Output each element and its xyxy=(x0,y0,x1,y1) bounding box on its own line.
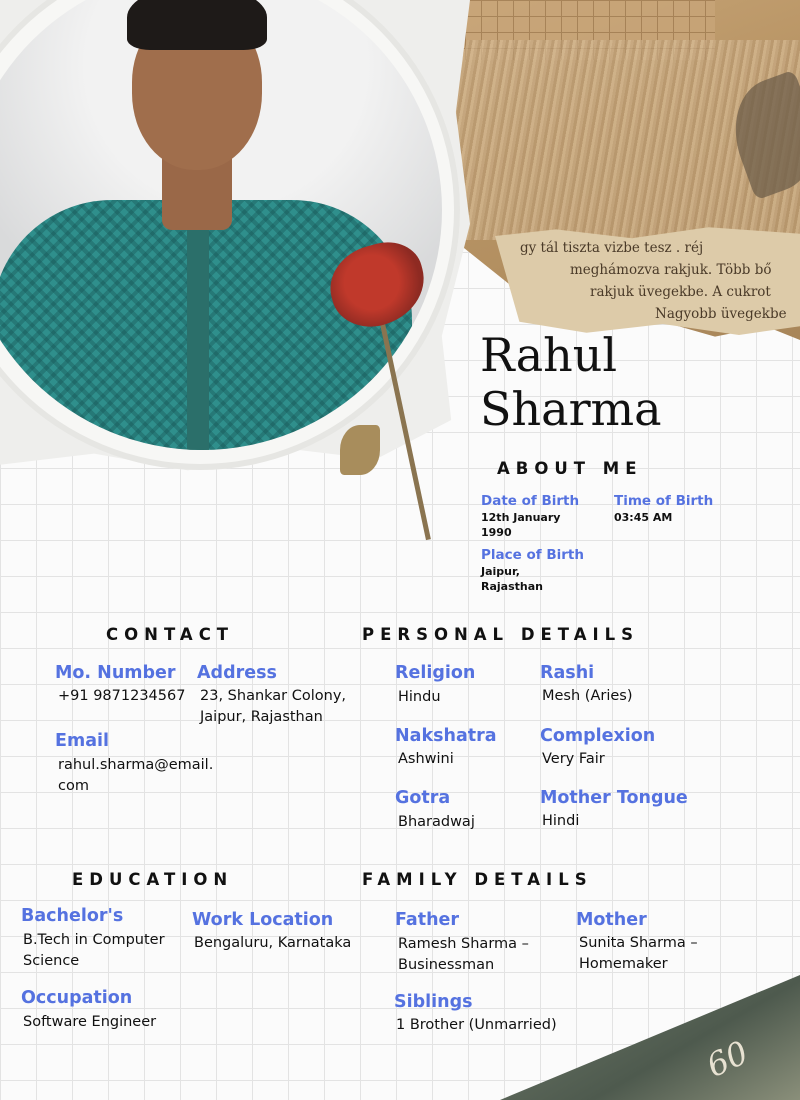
nakshatra-value: Ashwini xyxy=(398,751,454,767)
newsprint-line: meghámozva rakjuk. Több bő xyxy=(570,262,772,278)
siblings-value: 1 Brother (Unmarried) xyxy=(396,1017,557,1033)
last-name: Sharma xyxy=(480,382,662,436)
complexion-value: Very Fair xyxy=(542,751,605,767)
tob-value: 03:45 AM xyxy=(614,511,673,524)
newsprint-line: gy tál tiszta vizbe tesz . réj xyxy=(520,240,704,256)
father-value-line1: Ramesh Sharma – xyxy=(398,936,529,952)
education-heading: EDUCATION xyxy=(72,870,234,889)
father-label: Father xyxy=(395,910,460,930)
degree-value-line1: B.Tech in Computer xyxy=(23,932,165,948)
about-heading: ABOUT ME xyxy=(497,459,643,478)
religion-value: Hindu xyxy=(398,689,441,705)
gotra-label: Gotra xyxy=(395,788,451,808)
pob-value-line1: Jaipur, xyxy=(481,565,520,578)
email-value-line1: rahul.sharma@email. xyxy=(58,757,214,773)
photo-placket xyxy=(187,220,209,450)
gotra-value: Bharadwaj xyxy=(398,814,475,830)
dob-value-line2: 1990 xyxy=(481,526,512,539)
first-name: Rahul xyxy=(480,328,618,382)
rashi-label: Rashi xyxy=(540,663,595,683)
rashi-value: Mesh (Aries) xyxy=(542,688,633,704)
complexion-label: Complexion xyxy=(540,726,656,746)
dob-value-line1: 12th January xyxy=(481,511,561,524)
profile-name xyxy=(480,328,662,436)
profile-photo xyxy=(0,0,442,450)
degree-label: Bachelor's xyxy=(21,906,124,926)
newsprint-line: Nagyobb üvegekbe xyxy=(655,306,787,322)
pob-label: Place of Birth xyxy=(481,547,584,563)
rose-leaf-decoration xyxy=(340,425,380,475)
religion-label: Religion xyxy=(395,663,476,683)
degree-value-line2: Science xyxy=(23,953,80,969)
occupation-value: Software Engineer xyxy=(23,1014,157,1030)
email-label: Email xyxy=(55,731,109,751)
personal-heading: PERSONAL DETAILS xyxy=(362,625,640,644)
family-heading: FAMILY DETAILS xyxy=(362,870,593,889)
mobile-label: Mo. Number xyxy=(55,663,176,683)
email-value-line2: com xyxy=(58,778,89,794)
siblings-label: Siblings xyxy=(394,992,473,1012)
postage-stamp-decoration xyxy=(500,975,800,1100)
mother-value-line1: Sunita Sharma – xyxy=(579,935,698,951)
work-location-label: Work Location xyxy=(192,910,334,930)
mobile-value: +91 9871234567 xyxy=(58,688,186,704)
occupation-label: Occupation xyxy=(21,988,133,1008)
mother-tongue-label: Mother Tongue xyxy=(540,788,688,808)
address-value-line2: Jaipur, Rajasthan xyxy=(200,709,323,725)
pob-value-line2: Rajasthan xyxy=(481,580,543,593)
address-label: Address xyxy=(197,663,277,683)
newsprint-line: rakjuk üvegekbe. A cukrot xyxy=(590,284,771,300)
tob-label: Time of Birth xyxy=(614,493,714,509)
nakshatra-label: Nakshatra xyxy=(395,726,497,746)
work-location-value: Bengaluru, Karnataka xyxy=(194,935,352,951)
photo-hair xyxy=(127,0,267,50)
contact-heading: CONTACT xyxy=(106,625,235,644)
mother-value-line2: Homemaker xyxy=(579,956,668,972)
dob-label: Date of Birth xyxy=(481,493,580,509)
mother-tongue-value: Hindi xyxy=(542,813,580,829)
mother-label: Mother xyxy=(576,910,647,930)
father-value-line2: Businessman xyxy=(398,957,495,973)
address-value-line1: 23, Shankar Colony, xyxy=(200,688,347,704)
stamp-value: 60 xyxy=(700,1033,754,1085)
